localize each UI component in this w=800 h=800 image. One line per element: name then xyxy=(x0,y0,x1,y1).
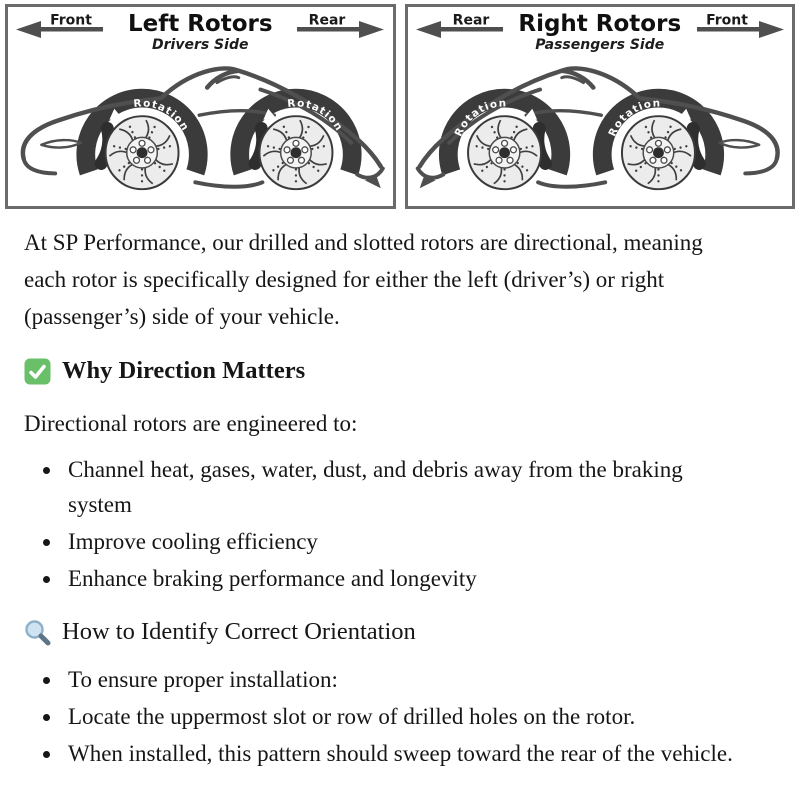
section1-lead: Directional rotors are engineered to: xyxy=(24,411,358,436)
rear-label: Rear xyxy=(309,12,346,29)
list-item: • When installed, this pattern should sweep toward the rear of the vehicle. xyxy=(63,736,758,771)
panel-subtitle: Passengers Side xyxy=(535,37,665,53)
rotation-text-front: Rotation xyxy=(132,97,192,134)
car-illustration-right xyxy=(408,56,793,204)
list-item: • Locate the uppermost slot or row of drilled holes on the rotor. xyxy=(63,699,758,734)
panel-subtitle: Drivers Side xyxy=(152,37,249,53)
intro-paragraph: At SP Performance, our drilled and slotted rotors are directional, meaning each rotor is specifically designed for either the left (driver’s) or right (passenger’s) side of your vehicle. xyxy=(24,230,703,329)
front-arrow-icon xyxy=(14,12,106,38)
list-item: • Enhance braking performance and longevity xyxy=(63,561,736,596)
panel-title: Right Rotors xyxy=(518,11,682,37)
panel-title: Left Rotors xyxy=(127,11,273,37)
check-mark-icon xyxy=(24,358,51,385)
heading-text: How to Identify Correct Orientation xyxy=(62,618,416,645)
heading-text: Why Direction Matters xyxy=(62,357,306,384)
rotation-text-rear: Rotation xyxy=(451,97,507,139)
rear-arrow-icon xyxy=(414,12,506,38)
list-item: • Channel heat, gases, water, dust, and debris away from the braking system xyxy=(63,452,736,522)
right-rotors-panel xyxy=(405,4,796,209)
right-panel-header xyxy=(408,7,793,53)
left-rotors-panel xyxy=(5,4,396,209)
rear-arrow-icon xyxy=(294,12,386,38)
article-body xyxy=(0,224,800,771)
section1-bullet-list xyxy=(24,452,776,596)
front-arrow-icon xyxy=(694,12,786,38)
section-heading-how-to-identify xyxy=(24,618,776,646)
rotation-text-rear: Rotation xyxy=(286,97,346,134)
front-label: Front xyxy=(706,12,748,29)
front-label: Front xyxy=(50,12,92,29)
magnifying-glass-icon xyxy=(24,619,51,646)
rotation-text-front: Rotation xyxy=(605,97,661,139)
car-illustration-left xyxy=(8,56,393,204)
left-panel-header xyxy=(8,7,393,53)
section2-bullet-list xyxy=(24,662,776,771)
list-item: • To ensure proper installation: xyxy=(63,662,758,697)
rear-label: Rear xyxy=(452,12,489,29)
list-item: • Improve cooling efficiency xyxy=(63,524,736,559)
section-heading-why-direction-matters xyxy=(24,357,776,385)
rotor-direction-diagram xyxy=(0,0,800,209)
